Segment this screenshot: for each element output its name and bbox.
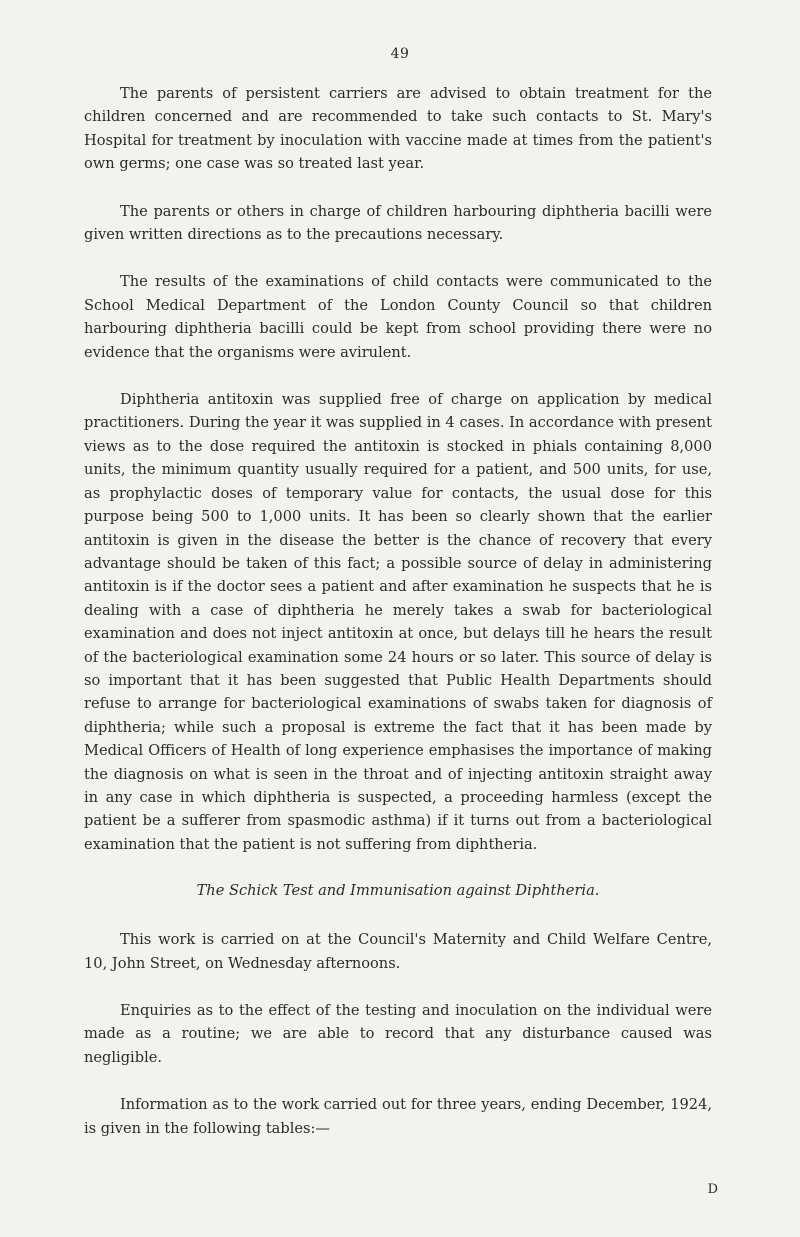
paragraph-information-tables: Information as to the work carried out for three years, ending December, 1924, is given in the following tables:—	[84, 1096, 712, 1137]
page-number: 49	[390, 46, 410, 62]
paragraph-written-directions: The parents or others in charge of children harbouring diphtheria bacilli were given written directions as to the precautions necessary.	[84, 202, 712, 244]
body-text	[84, 82, 712, 1164]
paragraph-enquiries: Enquiries as to the effect of the testing and inoculation on the individual were made as a routine; we are able to record that any disturbance caused was negligible.	[84, 1002, 712, 1066]
paragraph-persistent-carriers: The parents of persistent carriers are advised to obtain treatment for the children concerned and are recommended to take such contacts to St. Mary's Hospital for treatment by inoculation with vaccine made at times from the patient's own germs; one case was so treated last year.	[84, 85, 712, 173]
paragraph-diphtheria-antitoxin: Diphtheria antitoxin was supplied free of charge on application by medical practitioners. During the year it was supplied in 4 cases. In accordance with present views as to the dose required the antitoxin is stocked in phials containing 8,000 units, the minimum quantity usually required for a patient, and 500 units, for use, as prophylactic doses of temporary value for contacts, the usual dose for this purpose being 500 to 1,000 units. It has been so clearly shown that the earlier antitoxin is given in the disease the better is the chance of recovery that every advantage should be taken of this fact; a possible source of delay in administering antitoxin is if the doctor sees a patient and after examination he suspects that he is dealing with a case of diphtheria he merely takes a swab for bacteriological examination and does not inject antitoxin at once, but delays till he hears the result of the bacteriological examination some 24 hours or so later. This source of delay is so important that it has been suggested that Public Health Departments should refuse to arrange for bacteriological examinations of swabs taken for diagnosis of diphtheria; while such a proposal is extreme the fact that it has been made by Medical Officers of Health of long experience emphasises the importance of making the diagnosis on what is seen in the throat and of injecting antitoxin straight away in any case in which diphtheria is suspected, a proceeding harmless (except the patient be a sufferer from spasmodic asthma) if it turns out from a bacteriological examination that the patient is not suffering from diphtheria.	[84, 391, 713, 853]
paragraph-maternity-centre: This work is carried on at the Council's Maternity and Child Welfare Centre, 10, John Street, on Wednesday afternoons.	[84, 931, 712, 972]
section-heading: The Schick Test and Immunisation against Diphtheria.	[196, 882, 600, 900]
paragraph-school-medical-department: The results of the examinations of child contacts were communicated to the School Medical Department of the London County Council so that children harbouring diphtheria bacilli could be kept from school providing there were no evidence that the organisms were avirulent.	[84, 273, 712, 361]
signature-mark: D	[707, 1182, 718, 1197]
